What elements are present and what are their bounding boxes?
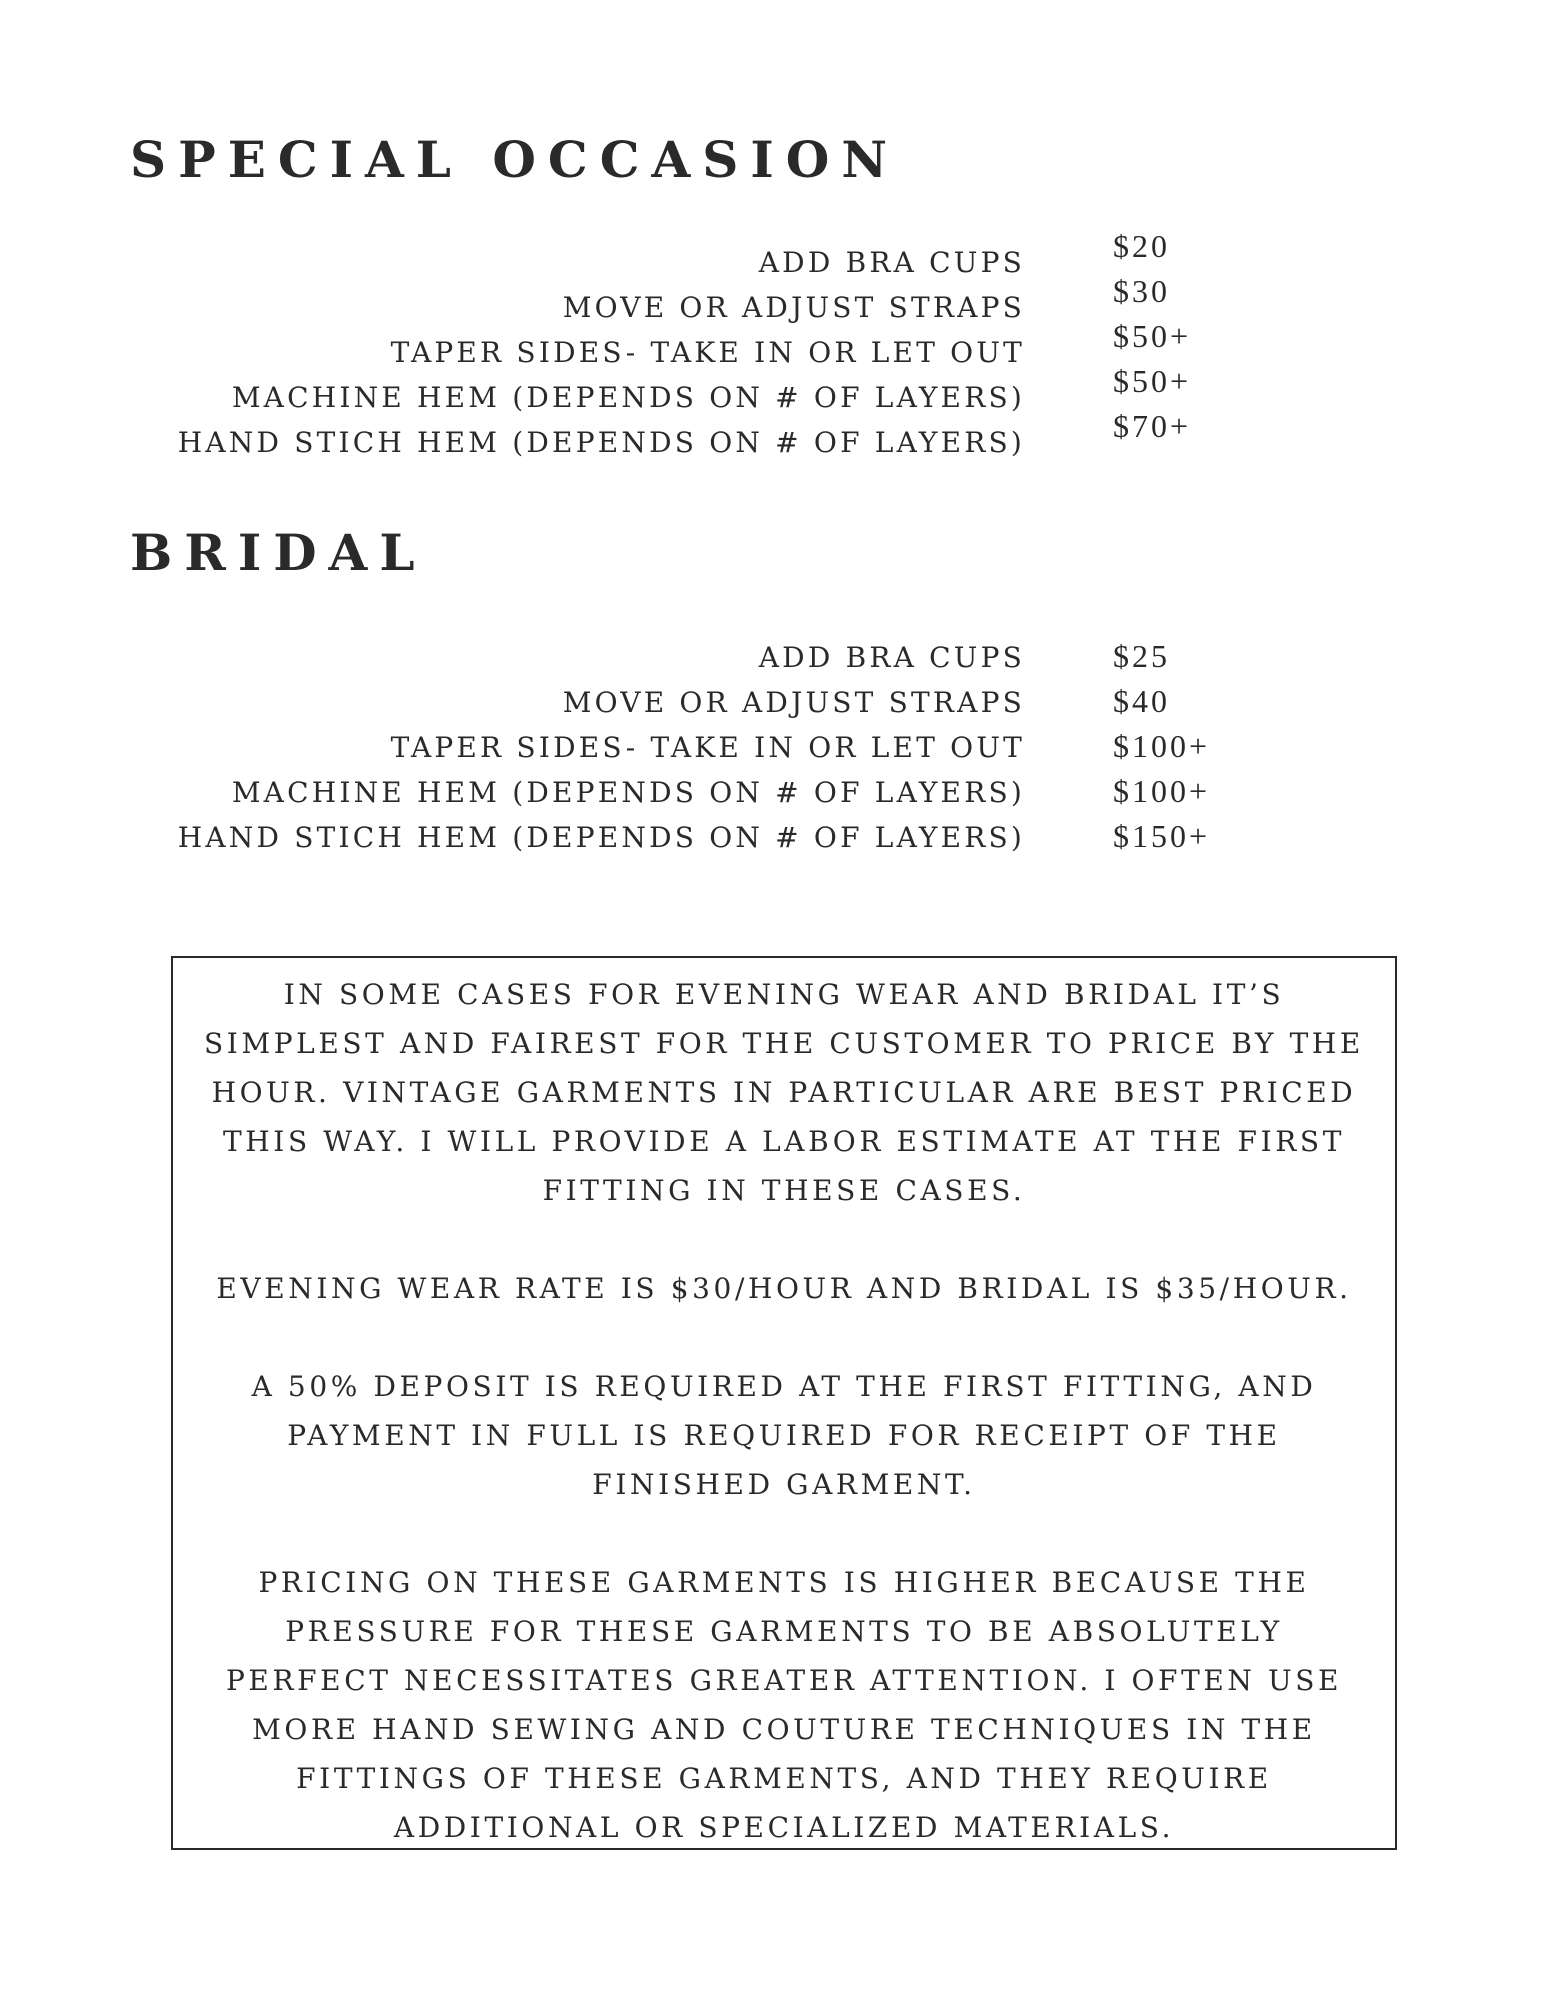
bridal-service-list (178, 635, 1025, 860)
service-price: $50+ (1113, 363, 1192, 399)
bridal-heading: BRIDAL (130, 523, 427, 582)
service-price: $150+ (1113, 818, 1211, 854)
service-price: $50+ (1113, 318, 1192, 354)
service-item: MOVE OR ADJUST STRAPS (562, 291, 1025, 324)
service-price: $100+ (1113, 728, 1211, 764)
deposit-paragraph: A 50% DEPOSIT IS REQUIRED AT THE FIRST FITTING, AND PAYMENT IN FULL IS REQUIRED FOR RECEIPT OF THE FINISHED GARMENT. (251, 1370, 1317, 1501)
service-price: $40 (1113, 683, 1170, 719)
special-occasion-heading: SPECIAL OCCASION (130, 130, 900, 189)
bridal-price-list (1113, 634, 1210, 859)
service-item: HAND STICH HEM (DEPENDS ON # OF LAYERS) (177, 426, 1025, 459)
service-item: TAPER SIDES- TAKE IN OR LET OUT (390, 731, 1025, 764)
service-item: MACHINE HEM (DEPENDS ON # OF LAYERS) (231, 381, 1025, 414)
service-item: HAND STICH HEM (DEPENDS ON # OF LAYERS) (177, 821, 1025, 854)
hourly-rate-paragraph: EVENING WEAR RATE IS $30/HOUR AND BRIDAL IS $35/HOUR. (216, 1272, 1352, 1305)
service-price: $70+ (1113, 408, 1192, 444)
service-item: ADD BRA CUPS (758, 641, 1025, 674)
special-occasion-price-list (1113, 224, 1191, 449)
service-price: $20 (1113, 228, 1170, 264)
service-price: $25 (1113, 638, 1170, 674)
pricing-note-box (171, 956, 1397, 1850)
service-item: MOVE OR ADJUST STRAPS (562, 686, 1025, 719)
hourly-pricing-paragraph: IN SOME CASES FOR EVENING WEAR AND BRIDAL IT’S SIMPLEST AND FAIREST FOR THE CUSTOMER TO PRICE BY THE HOUR. VINTAGE GARMENTS IN PARTICULAR ARE BEST PRICED THIS WAY. I WILL PROVIDE A LABOR ESTIMATE AT THE FIRST FITTING IN THESE CASES. (204, 978, 1364, 1207)
special-occasion-service-list (178, 240, 1025, 465)
service-price: $100+ (1113, 773, 1211, 809)
service-item: TAPER SIDES- TAKE IN OR LET OUT (390, 336, 1025, 369)
pricing-explanation-paragraph: PRICING ON THESE GARMENTS IS HIGHER BECAUSE THE PRESSURE FOR THESE GARMENTS TO BE ABSOLUTELY PERFECT NECESSITATES GREATER ATTENTION. I OFTEN USE MORE HAND SEWING AND COUTURE TECHNIQUES IN THE FITTINGS OF THESE GARMENTS, AND THEY REQUIRE ADDITIONAL OR SPECIALIZED MATERIALS. (225, 1566, 1343, 1844)
service-price: $30 (1113, 273, 1170, 309)
service-item: ADD BRA CUPS (758, 246, 1025, 279)
service-item: MACHINE HEM (DEPENDS ON # OF LAYERS) (231, 776, 1025, 809)
